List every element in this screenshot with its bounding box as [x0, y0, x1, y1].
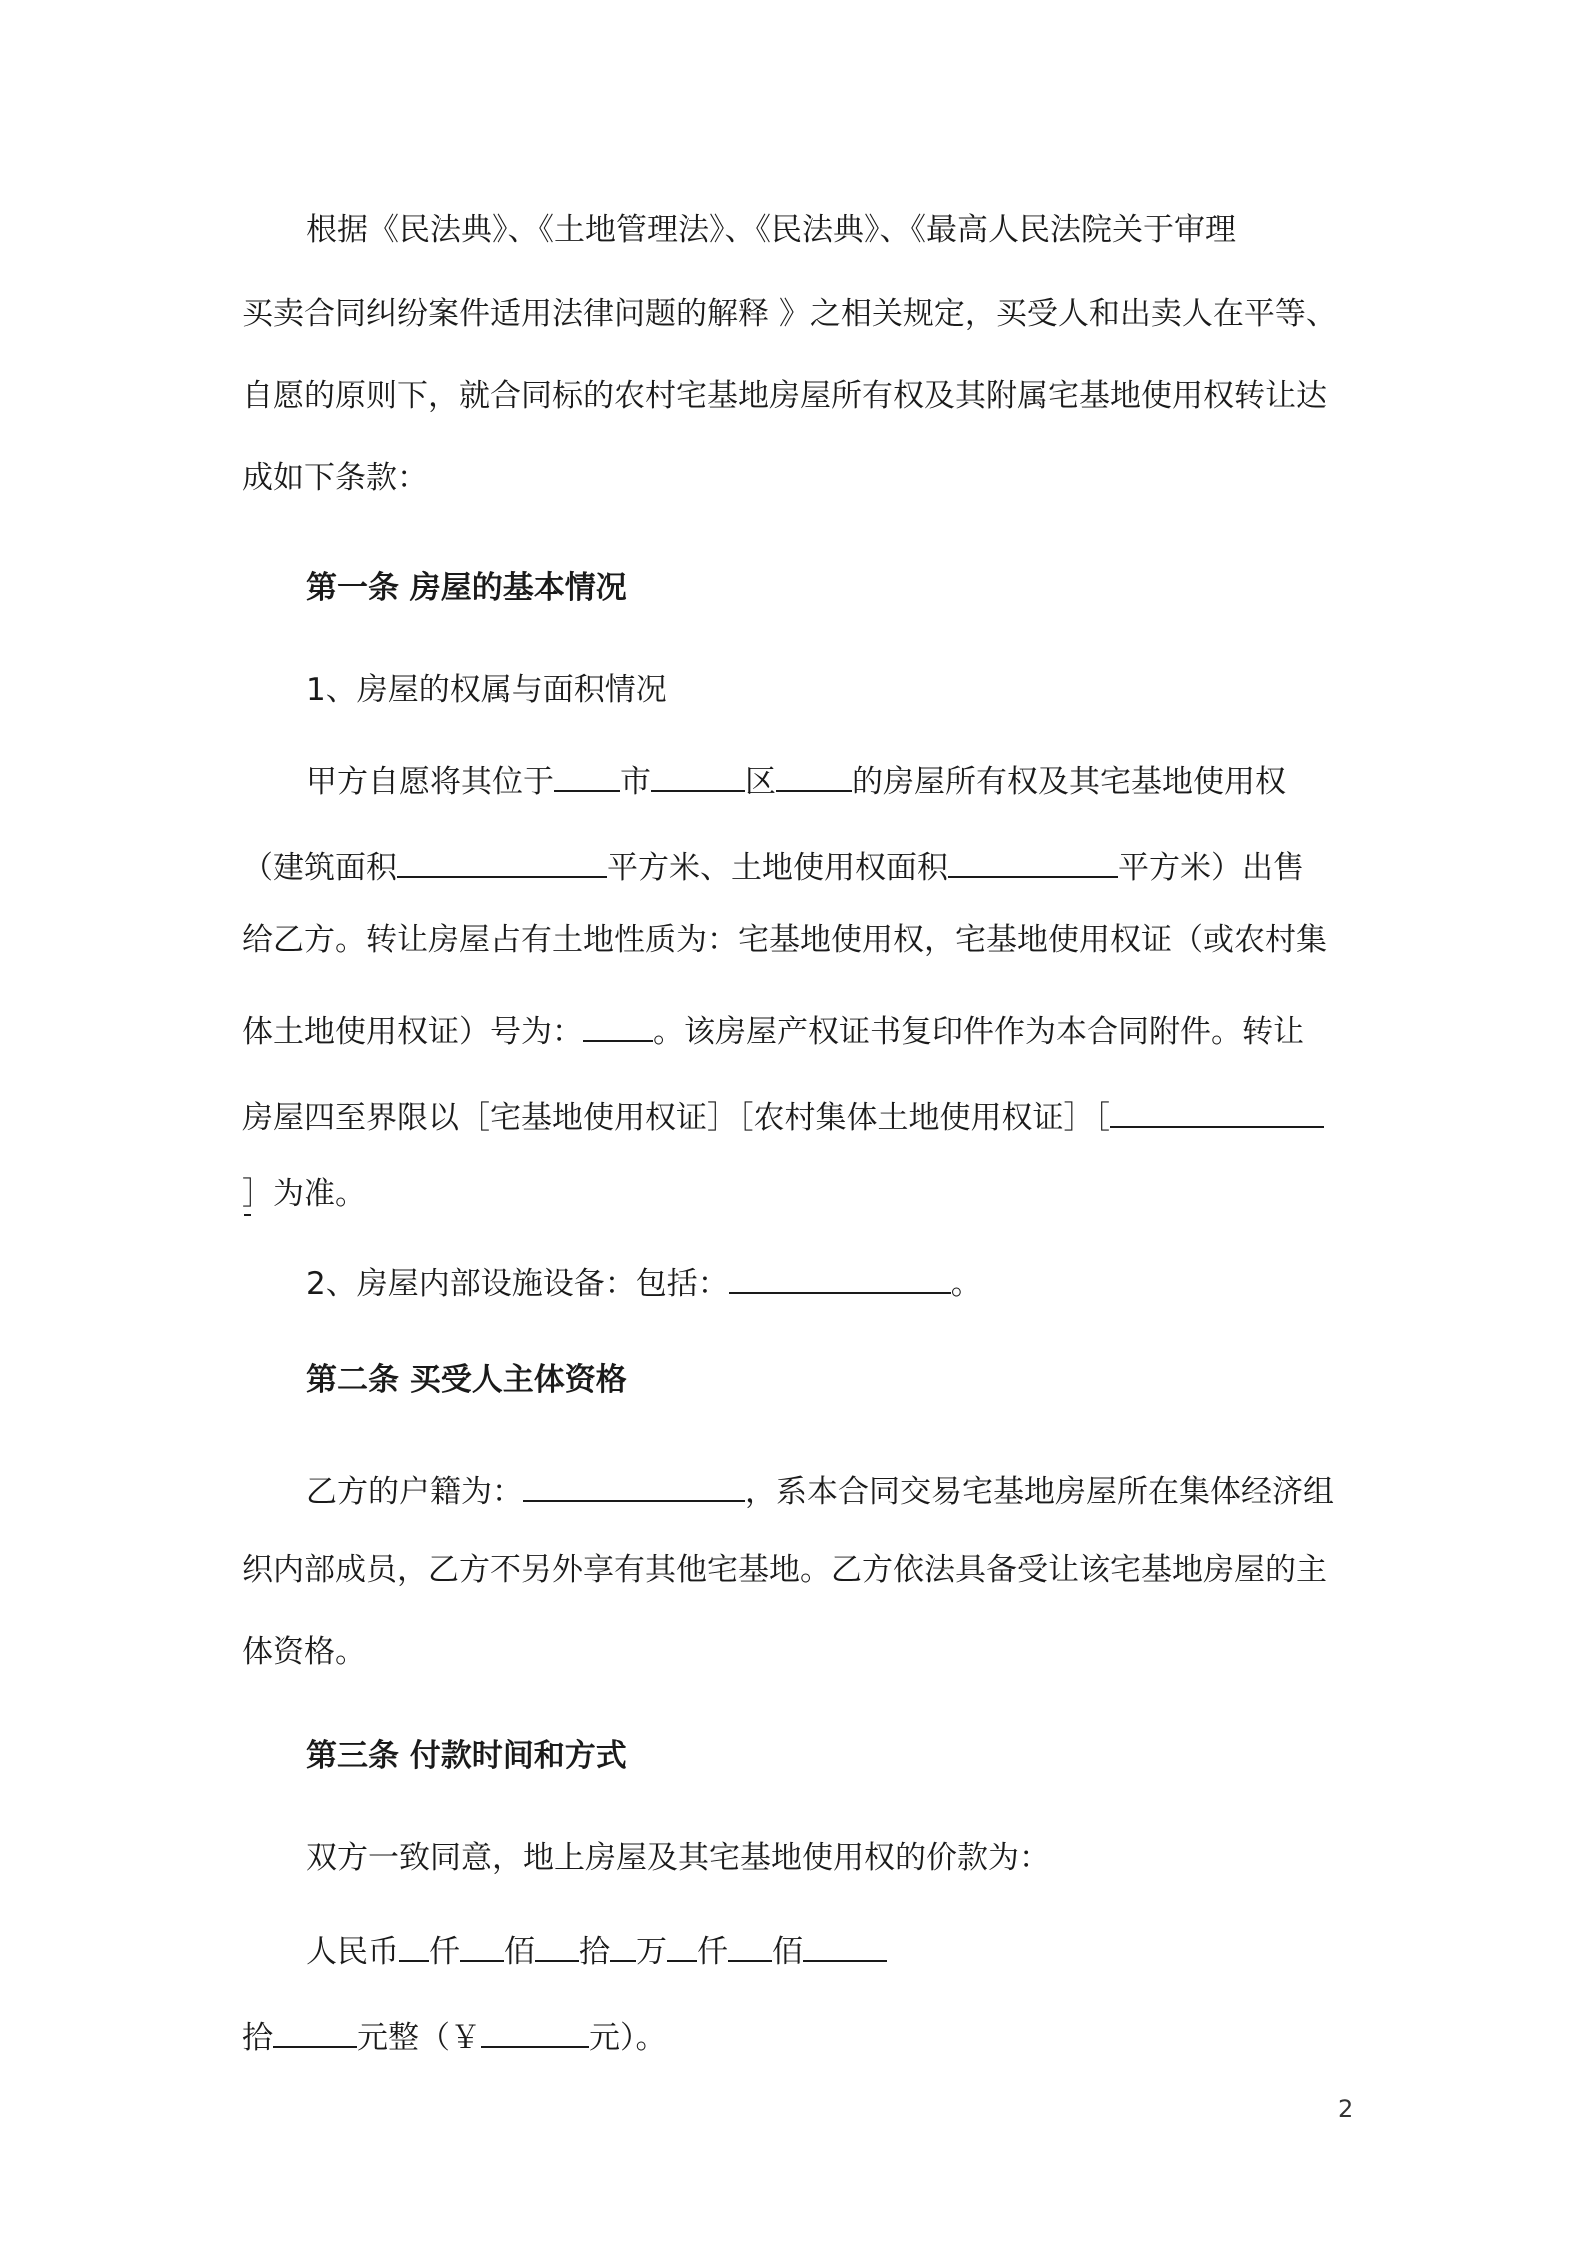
article3-para-line-1: 双方一致同意，地上房屋及其宅基地使用权的价款为：	[306, 1840, 1050, 1876]
article1-para-line-6: ］为准。	[242, 1176, 366, 1212]
intro-line-1: 根据《民法典》、《土地管理法》、《民法典》、《最高人民法院关于审理	[306, 212, 1236, 248]
article2-heading: 第二条 买受人主体资格	[306, 1362, 627, 1398]
household-registration-blank[interactable]	[523, 1466, 745, 1502]
building-area-blank[interactable]	[397, 842, 607, 878]
amount-blank-3[interactable]	[535, 1926, 579, 1962]
tick-mark	[244, 1214, 251, 1216]
article3-heading: 第三条 付款时间和方式	[306, 1738, 627, 1774]
district-blank[interactable]	[651, 756, 745, 792]
article1-para-line-4: 体土地使用权证）号为： 。该房屋产权证书复印件作为本合同附件。转让	[242, 1006, 1304, 1054]
article3-amount-line-2: 拾 元整（￥ 元）。	[242, 2012, 667, 2060]
amount-blank-6[interactable]	[728, 1926, 772, 1962]
city-blank[interactable]	[554, 756, 620, 792]
amount-blank-2[interactable]	[460, 1926, 504, 1962]
article1-heading: 第一条 房屋的基本情况	[306, 570, 627, 606]
amount-blank-7[interactable]	[803, 1926, 887, 1962]
article2-para-line-1: 乙方的户籍为： ，系本合同交易宅基地房屋所在集体经济组	[306, 1466, 1334, 1514]
amount-blank-1[interactable]	[399, 1926, 429, 1962]
facilities-blank[interactable]	[729, 1258, 951, 1294]
boundary-other-blank[interactable]	[1110, 1092, 1324, 1128]
article1-item2: 2、房屋内部设施设备：包括： 。	[306, 1258, 982, 1306]
article1-item1: 1、房屋的权属与面积情况	[306, 672, 667, 708]
intro-line-2: 买卖合同纠纷案件适用法律问题的解释 》之相关规定，买受人和出卖人在平等、	[242, 296, 1337, 332]
article2-para-line-3: 体资格。	[242, 1634, 366, 1670]
article1-para-line-3: 给乙方。转让房屋占有土地性质为：宅基地使用权，宅基地使用权证（或农村集	[242, 922, 1327, 958]
article2-para-line-2: 织内部成员，乙方不另外享有其他宅基地。乙方依法具备受让该宅基地房屋的主	[242, 1552, 1327, 1588]
amount-blank-5[interactable]	[667, 1926, 697, 1962]
certificate-number-blank[interactable]	[583, 1006, 653, 1042]
location-blank[interactable]	[776, 756, 852, 792]
intro-line-4: 成如下条款：	[242, 460, 428, 496]
article1-para-line-2: （建筑面积 平方米、土地使用权面积 平方米）出售	[242, 842, 1304, 890]
article1-para-line-5: 房屋四至界限以［宅基地使用权证］［农村集体土地使用权证］［	[242, 1092, 1324, 1140]
amount-figure-blank[interactable]	[481, 2012, 589, 2048]
page-number: 2	[1338, 2095, 1354, 2123]
land-area-blank[interactable]	[948, 842, 1118, 878]
amount-blank-8[interactable]	[273, 2012, 357, 2048]
intro-line-3: 自愿的原则下，就合同标的农村宅基地房屋所有权及其附属宅基地使用权转让达	[242, 378, 1327, 414]
amount-blank-4[interactable]	[610, 1926, 636, 1962]
article3-amount-line-1: 人民币 仟 佰 拾 万 仟 佰	[306, 1926, 887, 1974]
article1-para-line-1: 甲方自愿将其位于 市 区 的房屋所有权及其宅基地使用权	[306, 756, 1286, 804]
